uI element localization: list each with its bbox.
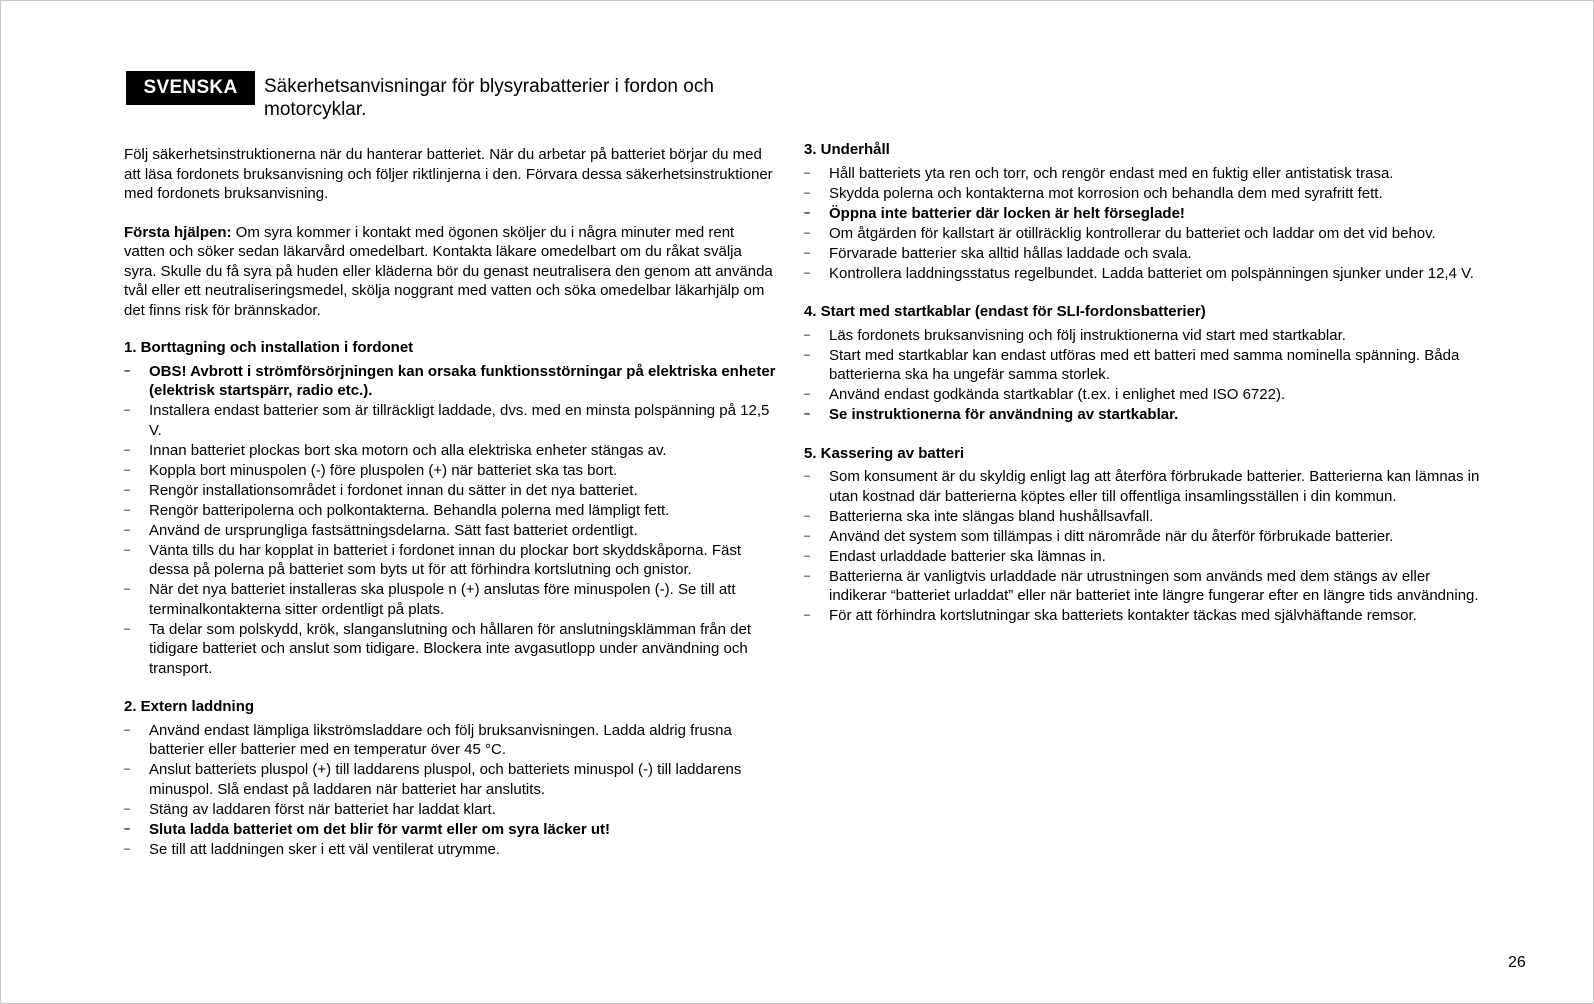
section-removal-installation	[124, 338, 776, 678]
list-item: – Koppla bort minuspolen (-) före pluspolen (+) när batteriet ska tas bort.	[124, 461, 776, 481]
list-item: – Batterierna ska inte slängas bland hushållsavfall.	[804, 507, 1484, 527]
list-item: – Läs fordonets bruksanvisning och följ instruktionerna vid start med startkablar.	[804, 326, 1484, 346]
list-item: – Om åtgärden för kallstart är otillräcklig kontrollerar du batteriet och laddar om det vid behov.	[804, 224, 1484, 244]
language-badge: SVENSKA	[126, 71, 255, 105]
list-item: – Ta delar som polskydd, krök, slanganslutning och hållaren för anslutningsklämman från det tidigare batteriet och anslut som tidigare. Blockera inte avgasutlopp under användning och transport.	[124, 620, 776, 679]
intro-paragraph: Följ säkerhetsinstruktionerna när du hanterar batteriet. När du arbetar på batteriet börjar du med att läsa fordonets bruksanvisning och följer riktlinjerna i den. Förvara dessa säkerhetsinstruktioner med fordonets bruksanvisning.	[124, 146, 773, 202]
list-item: – Endast urladdade batterier ska lämnas in.	[804, 547, 1484, 567]
list-item: – Anslut batteriets pluspol (+) till laddarens pluspol, och batteriets minuspol (-) till laddarens minuspol. Slå endast på laddaren när batteriet har anslutits.	[124, 760, 776, 799]
list-item: – Använd de ursprungliga fastsättningsdelarna. Sätt fast batteriet ordentligt.	[124, 521, 776, 541]
bullet-list	[804, 164, 1484, 284]
bullet-list	[124, 362, 776, 679]
section-maintenance	[804, 140, 1484, 283]
list-item: – Start med startkablar kan endast utföras med ett batteri med samma nominella spänning. Båda batterierna ska ha ungefär samma storlek.	[804, 346, 1484, 385]
list-item: – Använd endast lämpliga likströmsladdare och följ bruksanvisningen. Ladda aldrig frusna batterier eller batterier med en temperatur över 45 °C.	[124, 721, 776, 760]
list-item: – Kontrollera laddningsstatus regelbundet. Ladda batteriet om polspänningen sjunker under 12,4 V.	[804, 264, 1484, 284]
section-disposal	[804, 444, 1484, 626]
list-item: – Rengör batteripolerna och polkontakterna. Behandla polerna med lämpligt fett.	[124, 501, 776, 521]
right-column	[804, 140, 1484, 645]
section-heading: 5. Kassering av batteri	[804, 444, 965, 462]
list-item: – Se till att laddningen sker i ett väl ventilerat utrymme.	[124, 840, 776, 860]
document-title: Säkerhetsanvisningar för blysyrabatterier i fordon och motorcyklar.	[264, 76, 714, 120]
bullet-list	[124, 721, 776, 860]
list-item: – Rengör installationsområdet i fordonet innan du sätter in det nya batteriet.	[124, 481, 776, 501]
bullet-list	[804, 467, 1484, 626]
section-heading: 3. Underhåll	[804, 141, 890, 158]
first-aid-text: Om syra kommer i kontakt med ögonen sköljer du i några minuter med rent vatten och söker sedan läkarvård omedelbart. Kontakta läkare omedelbart om du råkat svälja syra. Skulle du få syra på huden eller kläderna bör du genast neutralisera den genom att använda tvål eller ett neutraliseringsmedel, skölja noggrant med vatten och söka omedelbar läkarhjälp om det finns risk för brännskador.	[124, 223, 773, 319]
list-item: – OBS! Avbrott i strömförsörjningen kan orsaka funktionsstörningar på elektriska enheter (elektrisk startspärr, radio etc.).	[124, 362, 776, 401]
section-heading: 1. Borttagning och installation i fordonet	[124, 339, 414, 356]
section-external-charging	[124, 697, 776, 859]
left-column	[124, 145, 776, 878]
page-number: 26	[1508, 954, 1526, 971]
list-item: – Batterierna är vanligtvis urladdade när utrustningen som används med dem stängs av eller indikerar “batteriet urladdat” eller när batteriet inte längre fungerar efter en längre tids användning.	[804, 567, 1484, 606]
list-item: – För att förhindra kortslutningar ska batteriets kontakter täckas med självhäftande remsor.	[804, 606, 1484, 626]
first-aid-paragraph	[124, 223, 776, 321]
list-item: – Som konsument är du skyldig enligt lag att återföra förbrukade batterier. Batterierna kan lämnas in utan kostnad där batterierna köptes eller till offentliga insamlingsställen i din kommun.	[804, 467, 1484, 506]
bullet-list	[804, 326, 1484, 425]
list-item: – Stäng av laddaren först när batteriet har laddat klart.	[124, 800, 776, 820]
list-item: – Innan batteriet plockas bort ska motorn och alla elektriska enheter stängas av.	[124, 441, 776, 461]
section-heading: 4. Start med startkablar (endast för SLI-fordonsbatterier)	[804, 303, 1206, 320]
list-item: – Öppna inte batterier där locken är helt förseglade!	[804, 204, 1484, 224]
section-jump-start	[804, 302, 1484, 425]
list-item: – Installera endast batterier som är tillräckligt laddade, dvs. med en minsta polspänning på 12,5 V.	[124, 401, 776, 440]
list-item: – Se instruktionerna för användning av startkablar.	[804, 405, 1484, 425]
list-item: – Vänta tills du har kopplat in batteriet i fordonet innan du plockar bort skyddskåporna. Fäst dessa på polerna på batteriet som byts ut för att förhindra kortslutning och gnistor.	[124, 541, 776, 580]
list-item: – Använd endast godkända startkablar (t.ex. i enlighet med ISO 6722).	[804, 385, 1484, 405]
first-aid-label: Första hjälpen:	[124, 223, 232, 241]
list-item: – Förvarade batterier ska alltid hållas laddade och svala.	[804, 244, 1484, 264]
list-item: – Skydda polerna och kontakterna mot korrosion och behandla dem med syrafritt fett.	[804, 184, 1484, 204]
list-item: – När det nya batteriet installeras ska pluspole n (+) anslutas före minuspolen (-). Se till att terminalkontakterna sitter ordentligt på plats.	[124, 580, 776, 619]
list-item: – Håll batteriets yta ren och torr, och rengör endast med en fuktig eller antistatisk trasa.	[804, 164, 1484, 184]
list-item: – Sluta ladda batteriet om det blir för varmt eller om syra läcker ut!	[124, 820, 776, 840]
section-heading: 2. Extern laddning	[124, 698, 255, 715]
list-item: – Använd det system som tillämpas i ditt närområde när du återför förbrukade batterier.	[804, 527, 1484, 547]
